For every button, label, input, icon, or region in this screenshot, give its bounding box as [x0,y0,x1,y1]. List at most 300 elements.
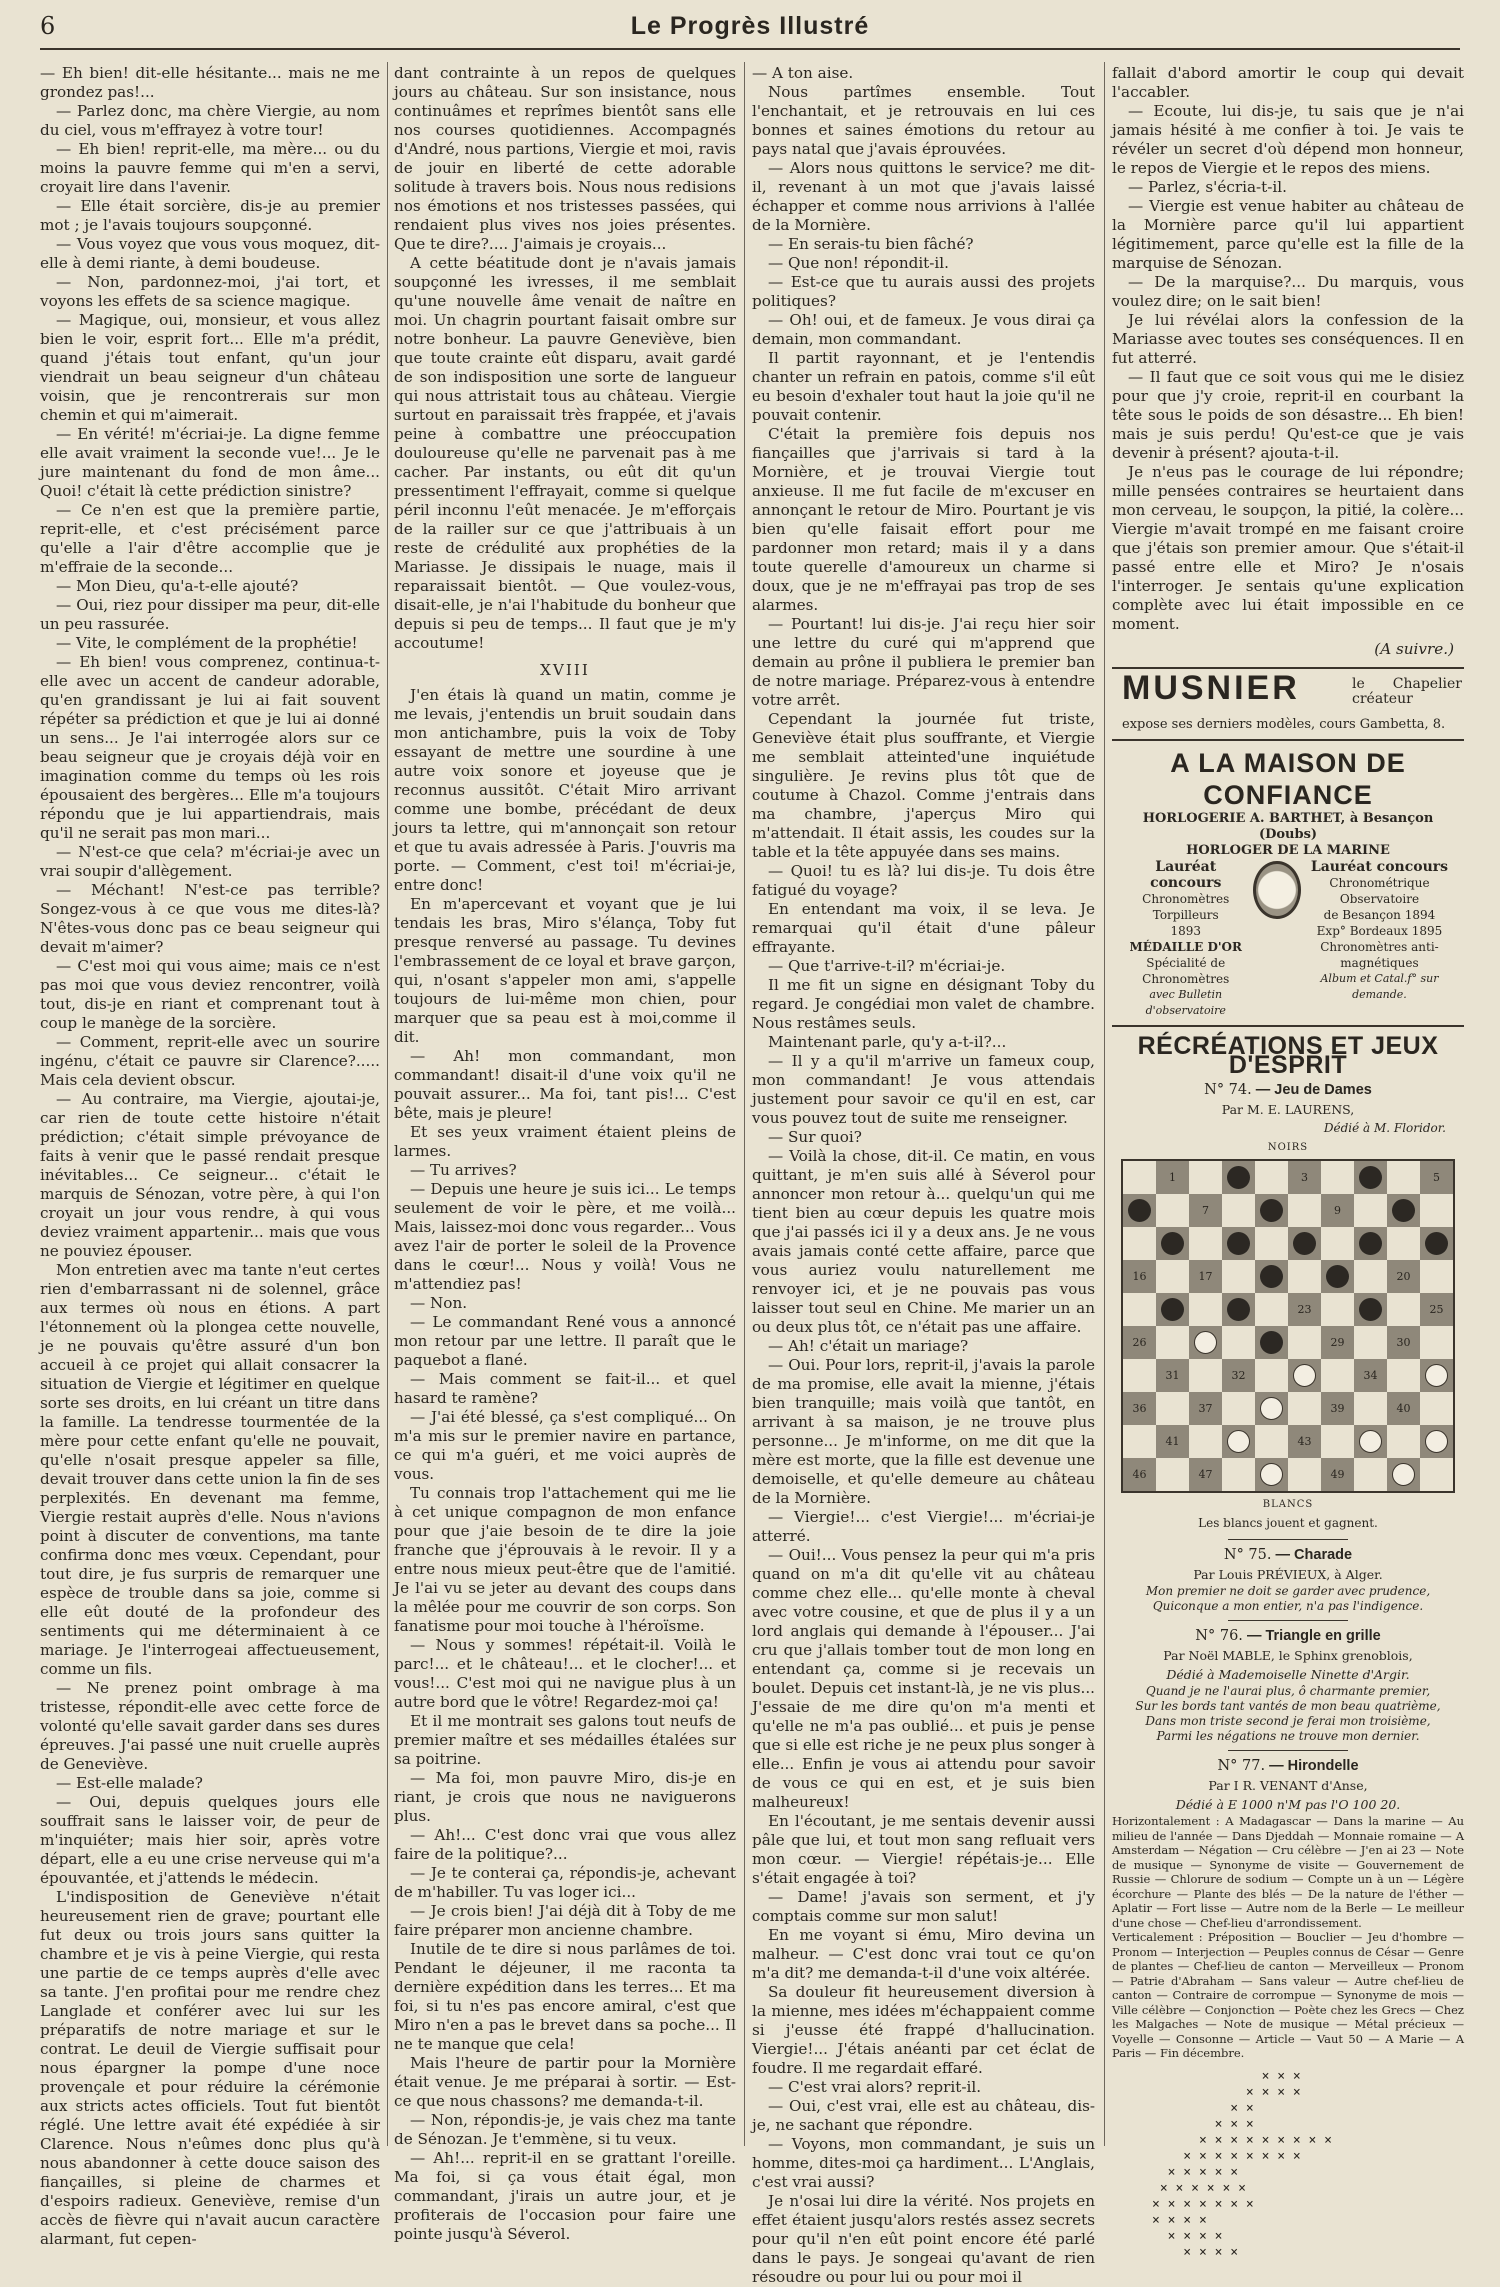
square-number: 47 [1198,1468,1213,1481]
divider [1228,1620,1348,1621]
board-dark-square [1288,1227,1321,1260]
board-dark-square [1189,1458,1222,1491]
board-light-square [1255,1425,1288,1458]
horizontal-clues: Horizontalement : A Madagascar — Dans la marine — Au milieu de l'année — Dans Djeddah — Monnaie romaine — A Amsterdam — Négation — Cru célèbre — J'en ai 23 — Note de musique — Synonyme de visite — Gouvernement de Russie — Chlorure de sodium — Compte un à un — Légère écorchure — Plante des blés — De la nature de l'éther — Aplatir — Fort lisse — Autre nom de la Berle — Le meilleur d'une chose — Chef-lieu d'arrondissement. [1112,1814,1464,1930]
story-paragraph: — Non, pardonnez-moi, j'ai tort, et voyons les effets de sa science magique. [40,273,380,310]
puzzle-name: — Hirondelle [1269,1758,1359,1774]
board-dark-square [1222,1293,1255,1326]
barthet-left [1118,859,1253,1019]
story-paragraph: — Méchant! N'est-ce pas terrible? Songez-vous à ce que vous me dites-là? N'êtes-vous donc pas ce beau seigneur qui devait m'aimer? [40,881,380,956]
story-paragraph: — Ma foi, mon pauvre Miro, dis-je en riant, je crois que nous ne naviguerons plus. [394,1769,736,1825]
story-paragraph: — Tu arrives? [410,1161,517,1179]
story-paragraph: Inutile de te dire si nous parlâmes de toi. Pendant le déjeuner, il me raconta ta dernière expédition dans les terres... Et ma foi, si tu n'es pas encore amiral, c'est que Miro n'en a pas le brevet dans sa poche... Il ne te manque que cela! [394,1940,736,2053]
square-number: 23 [1297,1303,1312,1316]
square-number: 36 [1132,1402,1147,1415]
board-light-square [1354,1392,1387,1425]
square-number: 7 [1202,1204,1209,1217]
board-light-square [1156,1194,1189,1227]
story-paragraph: — J'ai été blessé, ça s'est compliqué... On m'a mis sur le premier navire en partance, ce qui m'a guéri, et me voici auprès de vous. [394,1408,736,1483]
square-number: 31 [1165,1369,1180,1382]
barthet-left-line: avec Bulletin d'observatoire [1145,988,1226,1017]
board-light-square [1255,1359,1288,1392]
story-paragraph: — Voyons, mon commandant, je suis un homme, dites-moi ça hardiment... L'Anglais, c'est vrai aussi? [752,2135,1095,2191]
board-light-square [1321,1425,1354,1458]
story-paragraph: — Alors nous quittons le service? me dit-il, revenant à un mot que j'avais laissé échapper et comme nous arrivions à l'allée de la Mornière. [752,159,1095,234]
story-paragraph: — Eh bien! reprit-elle, ma mère... ou du moins la pauvre femme qui m'en a servi, croyait lire dans l'avenir. [40,140,380,196]
board-dark-square [1123,1326,1156,1359]
board-light-square [1387,1161,1420,1194]
story-paragraph: En entendant ma voix, il se leva. Je remarquai qu'il était d'une pâleur effrayante. [752,900,1095,956]
story-paragraph: — Ce n'en est que la première partie, reprit-elle, et c'est précisément parce qu'elle a l'air d'être accomplie que je m'effraie de la seconde... [40,501,380,576]
board-dark-square [1189,1260,1222,1293]
board-light-square [1123,1161,1156,1194]
musnier-brand: MUSNIER [1122,669,1300,707]
divider [1228,1750,1348,1751]
story-paragraph: fallait d'abord amortir le coup qui devait l'accabler. [1112,64,1464,101]
board-dark-square [1156,1293,1189,1326]
white-piece [1293,1364,1316,1387]
puzzle-author: Par Noël MABLE, le Sphinx grenoblois, [1163,1648,1413,1663]
square-number: 29 [1330,1336,1345,1349]
black-piece [1227,1232,1250,1255]
square-number: 17 [1198,1270,1213,1283]
board-dark-square [1321,1326,1354,1359]
square-number: 1 [1169,1171,1176,1184]
musnier-tagline: le Chapelier créateur [1352,676,1462,707]
story-paragraph: En me voyant si ému, Miro devina un malheur. — C'est donc vrai tout ce qu'on m'a dit? me demanda-t-il d'une voix altérée. [752,1926,1095,1982]
square-number: 9 [1334,1204,1341,1217]
board-dark-square [1288,1161,1321,1194]
barthet-right-line: Lauréat concours [1310,859,1449,875]
board-dark-square [1387,1458,1420,1491]
barthet-title: A LA MAISON DE CONFIANCE [1170,748,1406,810]
story-paragraph: A cette béatitude dont je n'avais jamais soupçonné les ivresses, il me semblait qu'une nouvelle âme venait de naître en moi. Un chagrin pourtant faisait ombre sur notre bonheur. La pauvre Geneviève, bien que toute crainte eût disparu, avait gardé de son indisposition une sorte de langueur qui nous attristait tous au château. Viergie surtout en paraissait très frappée, et j'avais peine à combattre une préoccupation douloureuse qu'elle ne parvenait pas à me cacher. Par instants, ou eût dit qu'un pressentiment l'effrayait, comme si quelque péril inconnu l'eût menacée. Je m'efforçais de la railler sur ce que j'attribuais à un reste de crédulité aux prophéties de la Mariasse. Je dissipais le nuage, mais il reparaissait bientôt. — Que voulez-vous, disait-elle, je n'ai l'habitude du bonheur que depuis si peu de temps... Il faut que je m'y accoutume! [394,254,736,652]
black-piece [1293,1232,1316,1255]
barthet-right-line: Exp° Bordeaux 1895 [1316,924,1443,938]
board-dark-square [1123,1194,1156,1227]
board-light-square [1387,1293,1420,1326]
vertical-clues: Verticalement : Préposition — Bouclier — Jeu d'hombre — Pronom — Interjection — Peuples connus de César — Genre de plantes — Chef-lieu de canton — Merveilleux — Pronom — Patrie d'Abraham — Sans valeur — Autre chef-lieu de canton — Contraire de corrompue — Synonyme de mois — Ville célèbre — Conjonction — Poète chez les Grecs — Chez les Malgaches — Note de musique — Métal précieux — Voyelle — Consonne — Article — Vaut 50 — A Marie — A Paris — Fin décembre. [1112,1930,1464,2060]
story-paragraph: — Au contraire, ma Viergie, ajoutai-je, car rien de toute cette histoire n'était prédiction; c'était simple prévoyance de faits à venir que le passé rendait presque inévitables... Ce seigneur... c'était le marquis de Sénozan, votre père, à qui l'on croyait un jour vous rendre, à qui vous deviez vraiment appartenir... mais que vous ne pouviez épouser. [40,1090,380,1260]
story-paragraph: Tu connais trop l'attachement qui me lie à cet unique compagnon de mon enfance pour que j'aie besoin de te dire la joie franche que j'éprouvais à le revoir. Il y a entre nous mieux peut-être que de l'amitié. Je l'ai vu se jeter au devant des coups dans la mêlée pour me couvrir de son corps. Son fanatisme pour moi touche à l'héroïsme. [394,1484,736,1635]
story-paragraph: J'en étais là quand un matin, comme je me levais, j'entendis un bruit soudain dans mon antichambre, puis la voix de Toby essayant de mettre une sourdine à une autre voix sonore et joyeuse que je reconnus aussitôt. C'était Miro arrivant comme une bombe, précédant de deux jours ta lettre, qui m'annonçait son retour et que tu avais adressée à Paris. J'ouvris ma porte. — Comment, c'est toi! m'écriai-je, entre donc! [394,686,736,894]
board-dark-square [1222,1161,1255,1194]
board-light-square [1288,1194,1321,1227]
puzzle-75-title [1112,1546,1464,1565]
board-dark-square [1255,1458,1288,1491]
story-paragraph: — De la marquise?... Du marquis, vous voulez dire; on le sait bien! [1112,273,1464,310]
board-light-square [1321,1359,1354,1392]
story-column-3 [752,64,1095,2286]
story-paragraph: Il partit rayonnant, et je l'entendis chanter un refrain en patois, comme s'il eût eu besoin d'exhaler tout haut la joie qu'il ne pouvait contenir. [752,349,1095,424]
story-paragraph: — Viergie!... c'est Viergie!... m'écriai-je atterré. [752,1508,1095,1545]
barthet-right [1301,859,1458,1019]
story-paragraph: Je n'eus pas le courage de lui répondre; mille pensées contraires se heurtaient dans mon cerveau, le soupçon, la pitié, la colère... Viergie m'avait trompé en me faisant croire que j'étais son premier amour. Que s'était-il passé entre elle et Miro? Je n'osais l'interroger. Je sentais qu'une explication complète avec lui était impossible en ce moment. [1112,463,1464,633]
story-paragraph: — Le commandant René vous a annoncé mon retour par une lettre. Il paraît que le paquebot a flané. [394,1313,736,1369]
board-dark-square [1222,1359,1255,1392]
chapter-heading: XVIII [540,661,590,679]
white-piece [1260,1463,1283,1486]
story-paragraph: dant contrainte à un repos de quelques jours au château. Sur son insistance, nous continuâmes et reprîmes bientôt sans elle nos courses quotidiennes. Accompagnés d'André, nous partions, Viergie et moi, ravis de jouir en liberté de cette adorable solitude à travers bois. Nous nous redisions nos émotions et nos tristesses passées, qui rendaient plus vives nos joies présentes. Que te dire?.... J'aimais je croyais... [394,64,736,253]
board-dark-square [1321,1458,1354,1491]
story-paragraph: — Non. [410,1294,468,1312]
board-dark-square [1354,1359,1387,1392]
black-piece [1260,1199,1283,1222]
puzzle-author: Par I R. VENANT d'Anse, [1208,1778,1368,1793]
barthet-right-line: Album et Catal.f° sur demande. [1320,972,1439,1001]
puzzle-77-title [1112,1757,1464,1776]
board-dark-square [1288,1425,1321,1458]
story-paragraph: — Oh! oui, et de fameux. Je vous dirai ça demain, mon commandant. [752,311,1095,348]
board-dark-square [1189,1392,1222,1425]
story-paragraph: — Oui, c'est vrai, elle est au château, dis-je, ne sachant que répondre. [752,2097,1095,2134]
story-paragraph: — Ne prenez point ombrage à ma tristesse, répondit-elle avec cette force de volonté qu'elle savait garder dans ses dures épreuves. J'ai passé une nuit cruelle auprès de Geneviève. [40,1679,380,1773]
barthet-left-line: Chronomètres Torpilleurs [1142,892,1230,922]
board-dark-square [1288,1359,1321,1392]
square-number: 5 [1433,1171,1440,1184]
story-paragraph: Mon entretien avec ma tante n'eut certes rien d'embarrassant ni de solennel, grâce aux termes où nous en étions. A part l'étonnement où la plongea cette nouvelle, je ne pouvais qu'être assuré d'un bon accueil à ce projet qui allait consacrer la situation de Viergie et légitimer en quelque sorte ses droits, en lui créant un titre dans la famille. La tendresse tourmentée de la mère pour cette enfant qu'elle ne pouvait, qu'elle n'osait presque appeler sa fille, devait trouver dans cette union la fin de ses perplexités. En devenant ma femme, Viergie restait auprès d'elle. Nous n'avions point à discuter de conventions, ma tante confirma donc mes vœux. Cependant, pour tout dire, je fus surpris de remarquer une espèce de trouble dans sa joie, comme si elle eût douté de la profondeur des sentiments qui me déterminaient à ce mariage. Je l'interrogeai affectueusement, comme un fils. [40,1261,380,1678]
board-dark-square [1222,1425,1255,1458]
story-paragraph: — Vous voyez que vous vous moquez, dit-elle à demi riante, à demi boudeuse. [40,235,380,272]
puzzle-dedication: Dédié à E 1000 n'M pas l'O 100 20. [1175,1797,1401,1812]
story-paragraph: L'indisposition de Geneviève n'était heureusement rien de grave; pourtant elle fut deux ou trois jours sans quitter la chambre et je vis à peine Viergie, qui resta une partie de ce temps auprès d'elle avec sa tante. J'en profitai pour me rendre chez Langlade et conférer avec lui sur les préparatifs de notre mariage et sur le contrat. Le deuil de Viergie suffisait pour nous épargner la pompe d'une noce provençale et pour réduire la cérémonie aux stricts actes officiels. Tout fut bientôt réglé. Une lettre avait été expédiée à sir Clarence. Nous n'eûmes donc plus qu'à nous abandonner à cette douce saison des fiançailles, si pleine de charmes et d'espoirs radieux. Geneviève, remise d'un accès de fièvre qui n'avait aucun caractère alarmant, fut cepen- [40,1888,380,2248]
puzzles-heading: RÉCRÉATIONS ET JEUX D'ESPRIT [1137,1032,1439,1079]
square-number: 49 [1330,1468,1345,1481]
puzzle-number: N° 75. [1223,1547,1272,1563]
board-light-square [1288,1392,1321,1425]
puzzle-verses [1112,1684,1464,1744]
square-number: 30 [1396,1336,1411,1349]
story-paragraph: — Pourtant! lui dis-je. J'ai reçu hier soir une lettre du curé qui m'apprend que demain au prône il publiera le premier ban de notre mariage. Préparez-vous à entendre votre arrêt. [752,615,1095,709]
board-light-square [1420,1392,1453,1425]
square-number: 41 [1165,1435,1180,1448]
story-paragraph: — A ton aise. [752,64,854,82]
board-dark-square [1321,1392,1354,1425]
board-light-square [1123,1425,1156,1458]
page-header [40,8,1460,50]
story-paragraph: — En vérité! m'écriai-je. La digne femme elle avait vraiment la seconde vue!... Je le jure maintenant du fond de mon âme... Quoi! c'était là cette prédiction sinistre? [40,425,380,500]
musnier-advert [1112,669,1464,733]
story-paragraph: — Que non! répondit-il. [768,254,949,272]
black-piece [1425,1232,1448,1255]
story-paragraph: — Mais comment se fait-il... et quel hasard te ramène? [394,1370,736,1407]
board-dark-square [1387,1392,1420,1425]
puzzle-author: Par M. E. LAURENS, [1221,1102,1355,1117]
story-paragraph: — Parlez donc, ma chère Viergie, au nom du ciel, vous m'effrayez à votre tour! [40,102,380,139]
story-paragraph: — Oui, riez pour dissiper ma peur, dit-elle un peu rassurée. [40,596,380,633]
story-paragraph: — Est-elle malade? [56,1774,203,1792]
square-number: 32 [1231,1369,1246,1382]
board-light-square [1321,1227,1354,1260]
square-number: 39 [1330,1402,1345,1415]
board-light-square [1255,1161,1288,1194]
black-piece [1359,1298,1382,1321]
story-paragraph: — Oui, depuis quelques jours elle souffrait sans le laisser voir, de peur de m'inquiéter; mais hier soir, après votre départ, elle a eu une crise nerveuse qui m'a épouvantée, et j'attends le médecin. [40,1793,380,1887]
hirondelle-grid: × × × × × × × × × × × × × × × × × × × × × × × × × × × × × × × × × × × × × × × × × × × × × × × × × × × × × × × × × × × [1152,2068,1333,2260]
story-paragraph: — Comment, reprit-elle avec un sourire ingénu, c'était ce pauvre sir Clarence?..... Mais cela devient obscur. [40,1033,380,1089]
board-dark-square [1420,1359,1453,1392]
square-number: 34 [1363,1369,1378,1382]
barthet-line2: HORLOGER DE LA MARINE [1186,843,1390,858]
verse-line: Mon premier ne doit se garder avec prudence, [1145,1584,1431,1598]
puzzle-dedication: Dédié à Mademoiselle Ninette d'Argir. [1166,1667,1410,1682]
story-paragraph: Maintenant parle, qu'y a-t-il?... [768,1033,1007,1051]
story-paragraph: — Eh bien! vous comprenez, continua-t-elle avec un accent de candeur adorable, qu'en grandissant je lui ai fait souvent répéter sa prédiction et que je lui ai donné un sens... Je l'ai interrogée alors sur ce beau seigneur que je croyais déjà voir en imagination comme du temps où les rois épousaient des bergères... Elle m'a toujours répondu que je lui appartiendrais, mais qu'il ne serait pas mon mari... [40,653,380,842]
barthet-advert [1112,747,1464,1019]
story-column-2 [394,64,736,2243]
story-paragraph: — Il faut que ce soit vous qui me le disiez pour que j'y croie, reprit-il en courbant la tête sous le poids de son désastre... Eh bien! mais je suis perdu! Qu'est-ce que je vais devenir à présent? ajouta-t-il. [1112,368,1464,462]
story-paragraph: Cependant la journée fut triste, Geneviève était plus souffrante, et Viergie me semblait atteinted'une inquiétude singulière. Je revins plus tôt que de coutume à Chazol. Comme j'entrais dans ma chambre, j'aperçus Miro qui m'attendait. Il était assis, les coudes sur la table et la tête appuyée dans ses mains. [752,710,1095,861]
board-light-square [1222,1458,1255,1491]
story-column-1 [40,64,380,2248]
board-light-square [1156,1260,1189,1293]
board-dark-square [1387,1260,1420,1293]
puzzle-number: N° 76. [1195,1628,1243,1644]
board-dark-square [1156,1227,1189,1260]
white-piece [1359,1430,1382,1453]
story-paragraph: — Quoi! tu es là? lui dis-je. Tu dois être fatigué du voyage? [752,862,1095,899]
story-paragraph: — Voilà la chose, dit-il. Ce matin, en vous quittant, je m'en suis allé à Séverol pour annoncer mon retour à... quelqu'un qui me tient bien au cœur depuis les quatre mois que j'ai passés ici il y a deux ans. Je ne vous avais jamais conté cette affaire, parce que vous auriez voulu naturellement me renvoyer ici, et je ne pouvais pas vous laisser tout seul en Chine. Me marier un an ou deux plus tôt, ce n'était pas une affaire. [752,1147,1095,1336]
puzzle-verses [1112,1584,1464,1614]
story-paragraph: — Oui. Pour lors, reprit-il, j'avais la parole de ma promise, elle avait la mienne, j'étais bien tranquille; mais voilà que tantôt, en arrivant à sa maison, je ne trouve plus personne... Je m'informe, on me dit que la mère est morte, que la fille est devenue une demoiselle, et qu'elle demeure au château de la Mornière. [752,1356,1095,1507]
board-light-square [1222,1194,1255,1227]
square-number: 40 [1396,1402,1411,1415]
verse-line: Quiconque a mon entier, n'a pas l'indigence. [1152,1599,1424,1613]
story-paragraph: — Est-ce que tu aurais aussi des projets politiques? [752,273,1095,310]
board-light-square [1123,1359,1156,1392]
story-paragraph: — Ah!... C'est donc vrai que vous allez faire de la politique?... [394,1826,736,1863]
barthet-left-line: MÉDAILLE D'OR [1129,940,1242,954]
puzzle-dedication: Dédié à M. Floridor. [1323,1121,1446,1135]
story-paragraph: — Je crois bien! J'ai déjà dit à Toby de me faire préparer mon ancienne chambre. [394,1902,736,1939]
board-dark-square [1156,1425,1189,1458]
black-piece [1326,1265,1349,1288]
board-light-square [1354,1458,1387,1491]
board-light-square [1321,1161,1354,1194]
black-piece [1161,1298,1184,1321]
board-light-square [1222,1326,1255,1359]
story-paragraph: — Eh bien! dit-elle hésitante... mais ne me grondez pas!... [40,64,380,101]
puzzle-76-title [1112,1627,1464,1646]
board-light-square [1354,1194,1387,1227]
story-paragraph: En m'apercevant et voyant que je lui tendais les bras, Miro s'élança, Toby fut presque renversé au passage. Tu devines l'embrassement de ce loyal et brave garçon, qui, n'osant s'appeler mon ami, s'appelle toujours de lui-même mon chien, pour marquer que sa peau est à moi,comme il dit. [394,895,736,1046]
black-piece [1260,1265,1283,1288]
story-paragraph: Mais l'heure de partir pour la Mornière était venue. Je me préparai à sortir. — Est-ce que nous chassons? me demanda-t-il. [394,2054,736,2110]
square-number: 46 [1132,1468,1147,1481]
barthet-right-line: de Besançon 1894 [1323,908,1436,922]
verse-line: Dans mon triste second je ferai mon troisième, [1145,1714,1431,1728]
board-dark-square [1321,1260,1354,1293]
barthet-left-line: Lauréat concours [1150,859,1222,891]
board-light-square [1123,1227,1156,1260]
story-paragraph: Et il me montrait ses galons tout neufs de premier maître et ses médailles étalées sur sa poitrine. [394,1712,736,1768]
black-piece [1392,1199,1415,1222]
board-dark-square [1387,1194,1420,1227]
board-light-square [1420,1326,1453,1359]
checkers-board [1121,1159,1455,1493]
board-dark-square [1222,1227,1255,1260]
board-dark-square [1189,1326,1222,1359]
square-number: 16 [1132,1270,1147,1283]
verse-line: Parmi les négations ne trouve mon dernier. [1156,1729,1420,1743]
board-light-square [1354,1260,1387,1293]
story-paragraph: — Que t'arrive-t-il? m'écriai-je. [768,957,1006,975]
story-paragraph: Et ses yeux vraiment étaient pleins de larmes. [394,1123,736,1160]
column-rule [387,62,388,2146]
board-dark-square [1420,1293,1453,1326]
board-light-square [1288,1260,1321,1293]
story-paragraph: Nous partîmes ensemble. Tout l'enchantait, et je retrouvais en lui ces bonnes et saines émotions du retour au pays natal que j'avais éprouvées. [752,83,1095,158]
board-label-bottom: BLANCS [1262,1499,1314,1510]
story-paragraph: — Magique, oui, monsieur, et vous allez bien le voir, esprit fort... Elle m'a prédit, quand j'étais tout enfant, qu'un jour viendrait un beau seigneur d'un château voisin, que je rencontrerais sur mon chemin et qui m'aimerait. [40,311,380,424]
story-paragraph: — Elle était sorcière, dis-je au premier mot ; je l'avais toujours soupçonné. [40,197,380,234]
board-dark-square [1123,1260,1156,1293]
board-light-square [1387,1425,1420,1458]
board-dark-square [1321,1194,1354,1227]
board-light-square [1189,1359,1222,1392]
board-dark-square [1354,1425,1387,1458]
board-dark-square [1255,1326,1288,1359]
board-dark-square [1420,1161,1453,1194]
divider [1228,1539,1348,1540]
story-paragraph: — Il y a qu'il m'arrive un fameux coup, mon commandant! Je vous attendais justement pour savoir ce qu'il en est, car vous pouvez tout de suite me renseigner. [752,1052,1095,1127]
board-label-top: NOIRS [1267,1142,1309,1153]
board-light-square [1255,1293,1288,1326]
board-dark-square [1156,1161,1189,1194]
square-number: 43 [1297,1435,1312,1448]
barthet-right-line: Chronomètres anti-magnétiques [1320,940,1439,970]
verse-line: Sur les bords tant vantés de mon beau quatrième, [1135,1699,1441,1713]
barthet-line1: HORLOGERIE A. BARTHET, à Besançon (Doubs) [1142,811,1434,842]
board-light-square [1222,1392,1255,1425]
board-light-square [1189,1425,1222,1458]
musnier-address: expose ses derniers modèles, cours Gambetta, 8. [1122,717,1446,732]
story-paragraph: — Parlez, s'écria-t-il. [1128,178,1287,196]
board-dark-square [1387,1326,1420,1359]
to-be-continued: (A suivre.) [1374,640,1454,658]
black-piece [1128,1199,1151,1222]
board-dark-square [1255,1194,1288,1227]
pocket-watch-icon [1253,861,1300,919]
board-light-square [1420,1458,1453,1491]
board-light-square [1420,1260,1453,1293]
puzzle-74-title [1112,1081,1464,1100]
story-paragraph: Je n'osai lui dire la vérité. Nos projets en effet étaient jusqu'alors restés assez secrets pour qu'il n'en eût point encore été parlé dans le pays. Je songeai qu'avant de rien résoudre ou pour lui ou pour moi il [752,2192,1095,2286]
barthet-left-line: Spécialité de Chronomètres [1142,956,1230,986]
board-light-square [1156,1392,1189,1425]
puzzle-number: N° 77. [1217,1758,1266,1774]
masthead-title: Le Progrès Illustré [630,12,870,40]
story-paragraph: — Dame! j'avais son serment, et j'y comptais comme sur mon salut! [752,1888,1095,1925]
board-light-square [1189,1227,1222,1260]
white-piece [1260,1397,1283,1420]
board-light-square [1156,1458,1189,1491]
story-paragraph: — C'est vrai alors? reprit-il. [768,2078,982,2096]
white-piece [1194,1331,1217,1354]
story-paragraph: — Viergie est venue habiter au château de la Mornière parce qu'il lui appartient légitimement, parce qu'elle est la fille de la marquise de Sénozan. [1112,197,1464,272]
white-piece [1425,1430,1448,1453]
puzzle-name: — Triangle en grille [1246,1628,1381,1644]
story-paragraph: — Ah! c'était un mariage? [768,1337,969,1355]
story-paragraph: — Ah!... reprit-il en se grattant l'oreille. Ma foi, si ça vous était égal, mon commandant, j'irais un autre jour, et je profiterais de l'occasion pour faire une pointe jusqu'à Séverol. [394,2149,736,2243]
board-dark-square [1288,1293,1321,1326]
board-dark-square [1420,1425,1453,1458]
column-4 [1112,64,1464,2260]
story-paragraph: — Mon Dieu, qu'a-t-elle ajouté? [56,577,299,595]
black-piece [1161,1232,1184,1255]
board-light-square [1189,1161,1222,1194]
white-piece [1392,1463,1415,1486]
page-number: 6 [40,12,56,40]
barthet-right-line: Chronométrique Observatoire [1329,876,1430,906]
story-paragraph: — En serais-tu bien fâché? [768,235,974,253]
story-paragraph: — C'est moi qui vous aime; mais ce n'est pas moi que vous deviez rencontrer, voilà tout, dis-je en riant et comprenant tout à coup le manège de la sorcière. [40,957,380,1032]
board-light-square [1420,1194,1453,1227]
puzzle-name: — Jeu de Dames [1255,1082,1372,1098]
board-light-square [1288,1326,1321,1359]
column-rule [1104,62,1105,2146]
story-paragraph: — Sur quoi? [768,1128,862,1146]
column-rule [744,62,745,2146]
story-paragraph: Il me fit un signe en désignant Toby du regard. Je congédiai mon valet de chambre. Nous restâmes seuls. [752,976,1095,1032]
black-piece [1359,1232,1382,1255]
board-dark-square [1255,1392,1288,1425]
square-number: 25 [1429,1303,1444,1316]
white-piece [1425,1364,1448,1387]
board-light-square [1156,1326,1189,1359]
story-column-4 [1112,64,1464,634]
board-dark-square [1156,1359,1189,1392]
board-light-square [1255,1227,1288,1260]
board-dark-square [1123,1392,1156,1425]
story-paragraph: — Oui!... Vous pensez la peur qui m'a pris quand on m'a dit qu'elle vit au château comme chez elle... qu'elle monte à cheval avec votre cousine, et que de plus il y a un lord anglais qui demande à l'épouser... J'ai cru que j'allais tomber tout de mon long en entendant ça, comme si je recevais un boulet. Depuis cet instant-là, je ne vis plus... J'essaie de me dire qu'on m'a menti et qu'elle ne m'a pas oublié... et puis je pense que si elle est riche je ne peux plus songer à elle... Enfin je vous ai attendu pour savoir de vous ce qui en est, et je suis bien malheureux! [752,1546,1095,1811]
board-dark-square [1255,1260,1288,1293]
white-piece [1227,1430,1250,1453]
board-light-square [1387,1359,1420,1392]
board-dark-square [1420,1227,1453,1260]
board-dark-square [1354,1227,1387,1260]
barthet-left-line: 1893 [1170,924,1201,938]
square-number: 37 [1198,1402,1213,1415]
board-light-square [1288,1458,1321,1491]
puzzle-author: Par Louis PRÉVIEUX, à Alger. [1193,1567,1383,1582]
puzzle-name: — Charade [1275,1547,1353,1563]
board-light-square [1222,1260,1255,1293]
verse-line: Quand je ne l'aurai plus, ô charmante premier, [1145,1684,1431,1698]
story-paragraph: — Ah! mon commandant, mon commandant! disait-il d'une voix qu'il ne pouvait assurer... Ma foi, tant pis!... C'est bête, mais je pleure! [394,1047,736,1122]
black-piece [1227,1298,1250,1321]
black-piece [1227,1166,1250,1189]
story-paragraph: — Nous y sommes! répétait-il. Voilà le parc!... et le château!... et le clocher!... et vous!... C'est moi qui ne navigue plus à un autre bord que le vôtre! Regardez-moi ça! [394,1636,736,1711]
board-light-square [1387,1227,1420,1260]
board-light-square [1354,1326,1387,1359]
square-number: 3 [1301,1171,1308,1184]
divider [1112,1025,1464,1027]
black-piece [1359,1166,1382,1189]
square-number: 20 [1396,1270,1411,1283]
board-dark-square [1123,1458,1156,1491]
divider [1112,739,1464,741]
story-paragraph: — Depuis une heure je suis ici... Le temps seulement de voir le père, et me voilà... Mais, laissez-moi donc vous regarder... Vous avez l'air de porter le soleil de la Provence dans le cœur!... Nous y voilà! Vous ne m'attendiez pas! [394,1180,736,1293]
barthet-details [1112,859,1464,1019]
board-light-square [1189,1293,1222,1326]
story-paragraph: C'était la première fois depuis nos fiançailles que j'arrivais si tard à la Mornière, et je trouvai Viergie tout anxieuse. Il me fut facile de m'excuser en annonçant le retour de Miro. Pourtant je vis bien qu'elle faisait effort pour me pardonner mon retard; mais il y a dans toute querelle d'amoureux un charme si doux, que je ne m'effrayai pas trop de ses alarmes. [752,425,1095,614]
story-paragraph: — Non, répondis-je, je vais chez ma tante de Sénozan. Je t'emmène, si tu veux. [394,2111,736,2148]
board-light-square [1123,1293,1156,1326]
story-paragraph: — N'est-ce que cela? m'écriai-je avec un vrai soupir d'allègement. [40,843,380,880]
board-dark-square [1189,1194,1222,1227]
story-paragraph: En l'écoutant, je me sentais devenir aussi pâle que lui, et tout mon sang refluait vers mon cœur. — Viergie! répétais-je... Elle s'était engagée à toi? [752,1812,1095,1887]
